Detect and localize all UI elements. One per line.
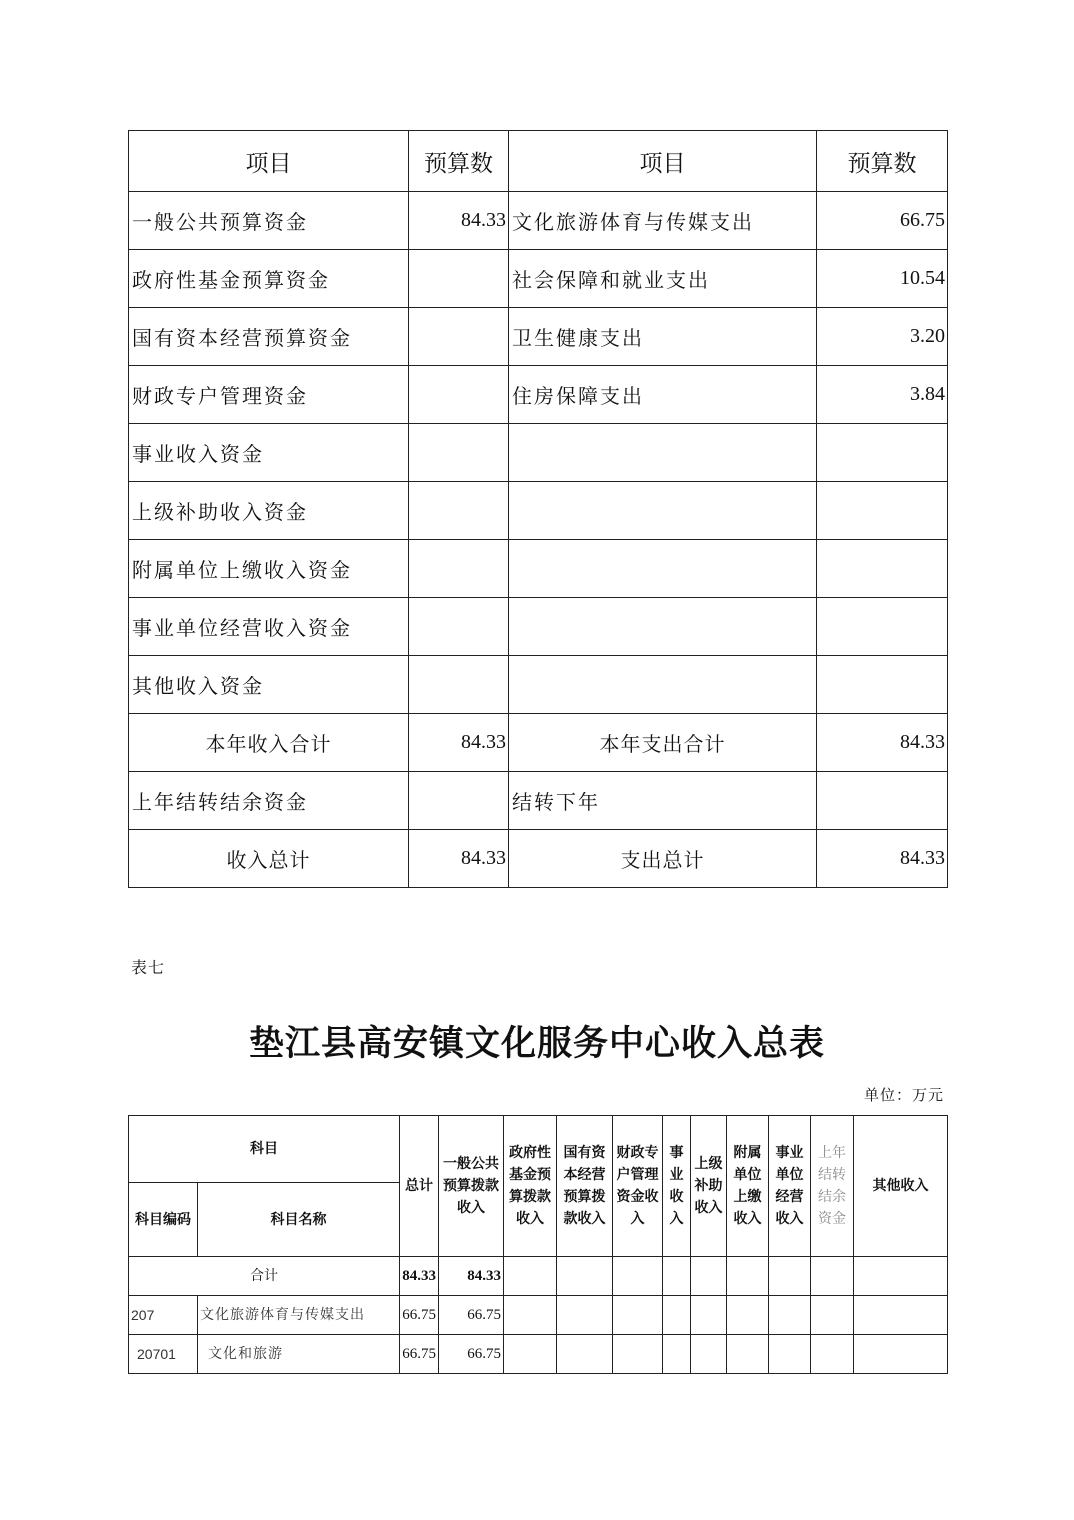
expense-item [509,424,817,482]
header-income-item: 项目 [129,131,409,192]
subject-code: 20701 [129,1335,198,1374]
table-row [129,308,948,366]
income-item: 上级补助收入资金 [129,482,409,540]
income-total-amount: 84.33 [409,830,509,888]
table-row [129,540,948,598]
expense-subtotal-amount: 84.33 [817,714,948,772]
income-amount [409,656,509,714]
col-state-header: 国有资本经营预算拨款收入 [557,1116,613,1257]
income-total-label: 收入总计 [129,830,409,888]
col-business-header: 事业收入 [663,1116,691,1257]
col-general-header: 一般公共预算拨款收入 [439,1116,504,1257]
income-item: 国有资本经营预算资金 [129,308,409,366]
table-row [129,482,948,540]
income-amount [409,366,509,424]
income-carryover-amount [409,772,509,830]
row-total: 66.75 [400,1296,439,1335]
col-affiliate-header: 附属单位上缴收入 [727,1116,769,1257]
expense-item [509,598,817,656]
income-amount [409,308,509,366]
header-row-1 [129,1116,948,1183]
income-amount [409,540,509,598]
income-amount [409,250,509,308]
income-amount [409,482,509,540]
col-other-header: 其他收入 [854,1116,948,1257]
col-carryover-header: 上年结转结余资金 [811,1116,854,1257]
income-subtotal-amount: 84.33 [409,714,509,772]
subject-name: 文化和旅游 [198,1335,400,1374]
income-item: 财政专户管理资金 [129,366,409,424]
col-subsidy-header: 上级补助收入 [691,1116,727,1257]
table-row [129,366,948,424]
expense-amount [817,598,948,656]
table-caption: 表七 [131,958,166,977]
expense-item: 卫生健康支出 [509,308,817,366]
table-row [129,1296,948,1335]
col-total-header: 总计 [400,1116,439,1257]
expense-amount: 3.84 [817,366,948,424]
total-row [129,1257,948,1296]
income-subtotal-label: 本年收入合计 [129,714,409,772]
code-header: 科目编码 [129,1183,198,1257]
expense-subtotal-label: 本年支出合计 [509,714,817,772]
header-income-budget: 预算数 [409,131,509,192]
total-row [129,830,948,888]
table-row [129,598,948,656]
expense-amount [817,540,948,598]
unit-label: 单位：万元 [863,1086,944,1104]
carryover-row [129,772,948,830]
income-item: 附属单位上缴收入资金 [129,540,409,598]
income-summary-table [128,1115,948,1374]
subject-code: 207 [129,1296,198,1335]
income-item: 事业收入资金 [129,424,409,482]
subtotal-row [129,714,948,772]
header-expense-budget: 预算数 [817,131,948,192]
income-carryover-label: 上年结转结余资金 [129,772,409,830]
expense-amount [817,656,948,714]
expense-item: 文化旅游体育与传媒支出 [509,192,817,250]
subject-header: 科目 [129,1116,400,1183]
expense-amount [817,482,948,540]
income-amount [409,424,509,482]
col-fund-header: 政府性基金预算拨款收入 [504,1116,557,1257]
expense-item: 住房保障支出 [509,366,817,424]
page-title: 垫江县高安镇文化服务中心收入总表 [248,1023,825,1064]
total-label: 合计 [129,1257,400,1296]
income-item: 一般公共预算资金 [129,192,409,250]
expense-total-amount: 84.33 [817,830,948,888]
table-row [129,424,948,482]
total-amount: 84.33 [400,1257,439,1296]
expense-amount: 66.75 [817,192,948,250]
table-row [129,1335,948,1374]
income-item: 事业单位经营收入资金 [129,598,409,656]
income-item: 政府性基金预算资金 [129,250,409,308]
col-operating-header: 事业单位经营收入 [769,1116,811,1257]
table-row [129,250,948,308]
expense-amount: 3.20 [817,308,948,366]
expense-item [509,482,817,540]
expense-carryover-amount [817,772,948,830]
income-amount: 84.33 [409,192,509,250]
row-general: 66.75 [439,1335,504,1374]
income-amount [409,598,509,656]
total-general: 84.33 [439,1257,504,1296]
expense-item [509,540,817,598]
table-row [129,656,948,714]
expense-item [509,656,817,714]
table-row [129,192,948,250]
expense-total-label: 支出总计 [509,830,817,888]
row-total: 66.75 [400,1335,439,1374]
expense-amount: 10.54 [817,250,948,308]
subject-name: 文化旅游体育与传媒支出 [198,1296,400,1335]
col-special-header: 财政专户管理资金收入 [613,1116,663,1257]
expense-item: 社会保障和就业支出 [509,250,817,308]
header-expense-item: 项目 [509,131,817,192]
table-header-row [129,131,948,192]
name-header: 科目名称 [198,1183,400,1257]
income-item: 其他收入资金 [129,656,409,714]
expense-carryover-label: 结转下年 [509,772,817,830]
expense-amount [817,424,948,482]
budget-summary-table [128,130,948,888]
row-general: 66.75 [439,1296,504,1335]
